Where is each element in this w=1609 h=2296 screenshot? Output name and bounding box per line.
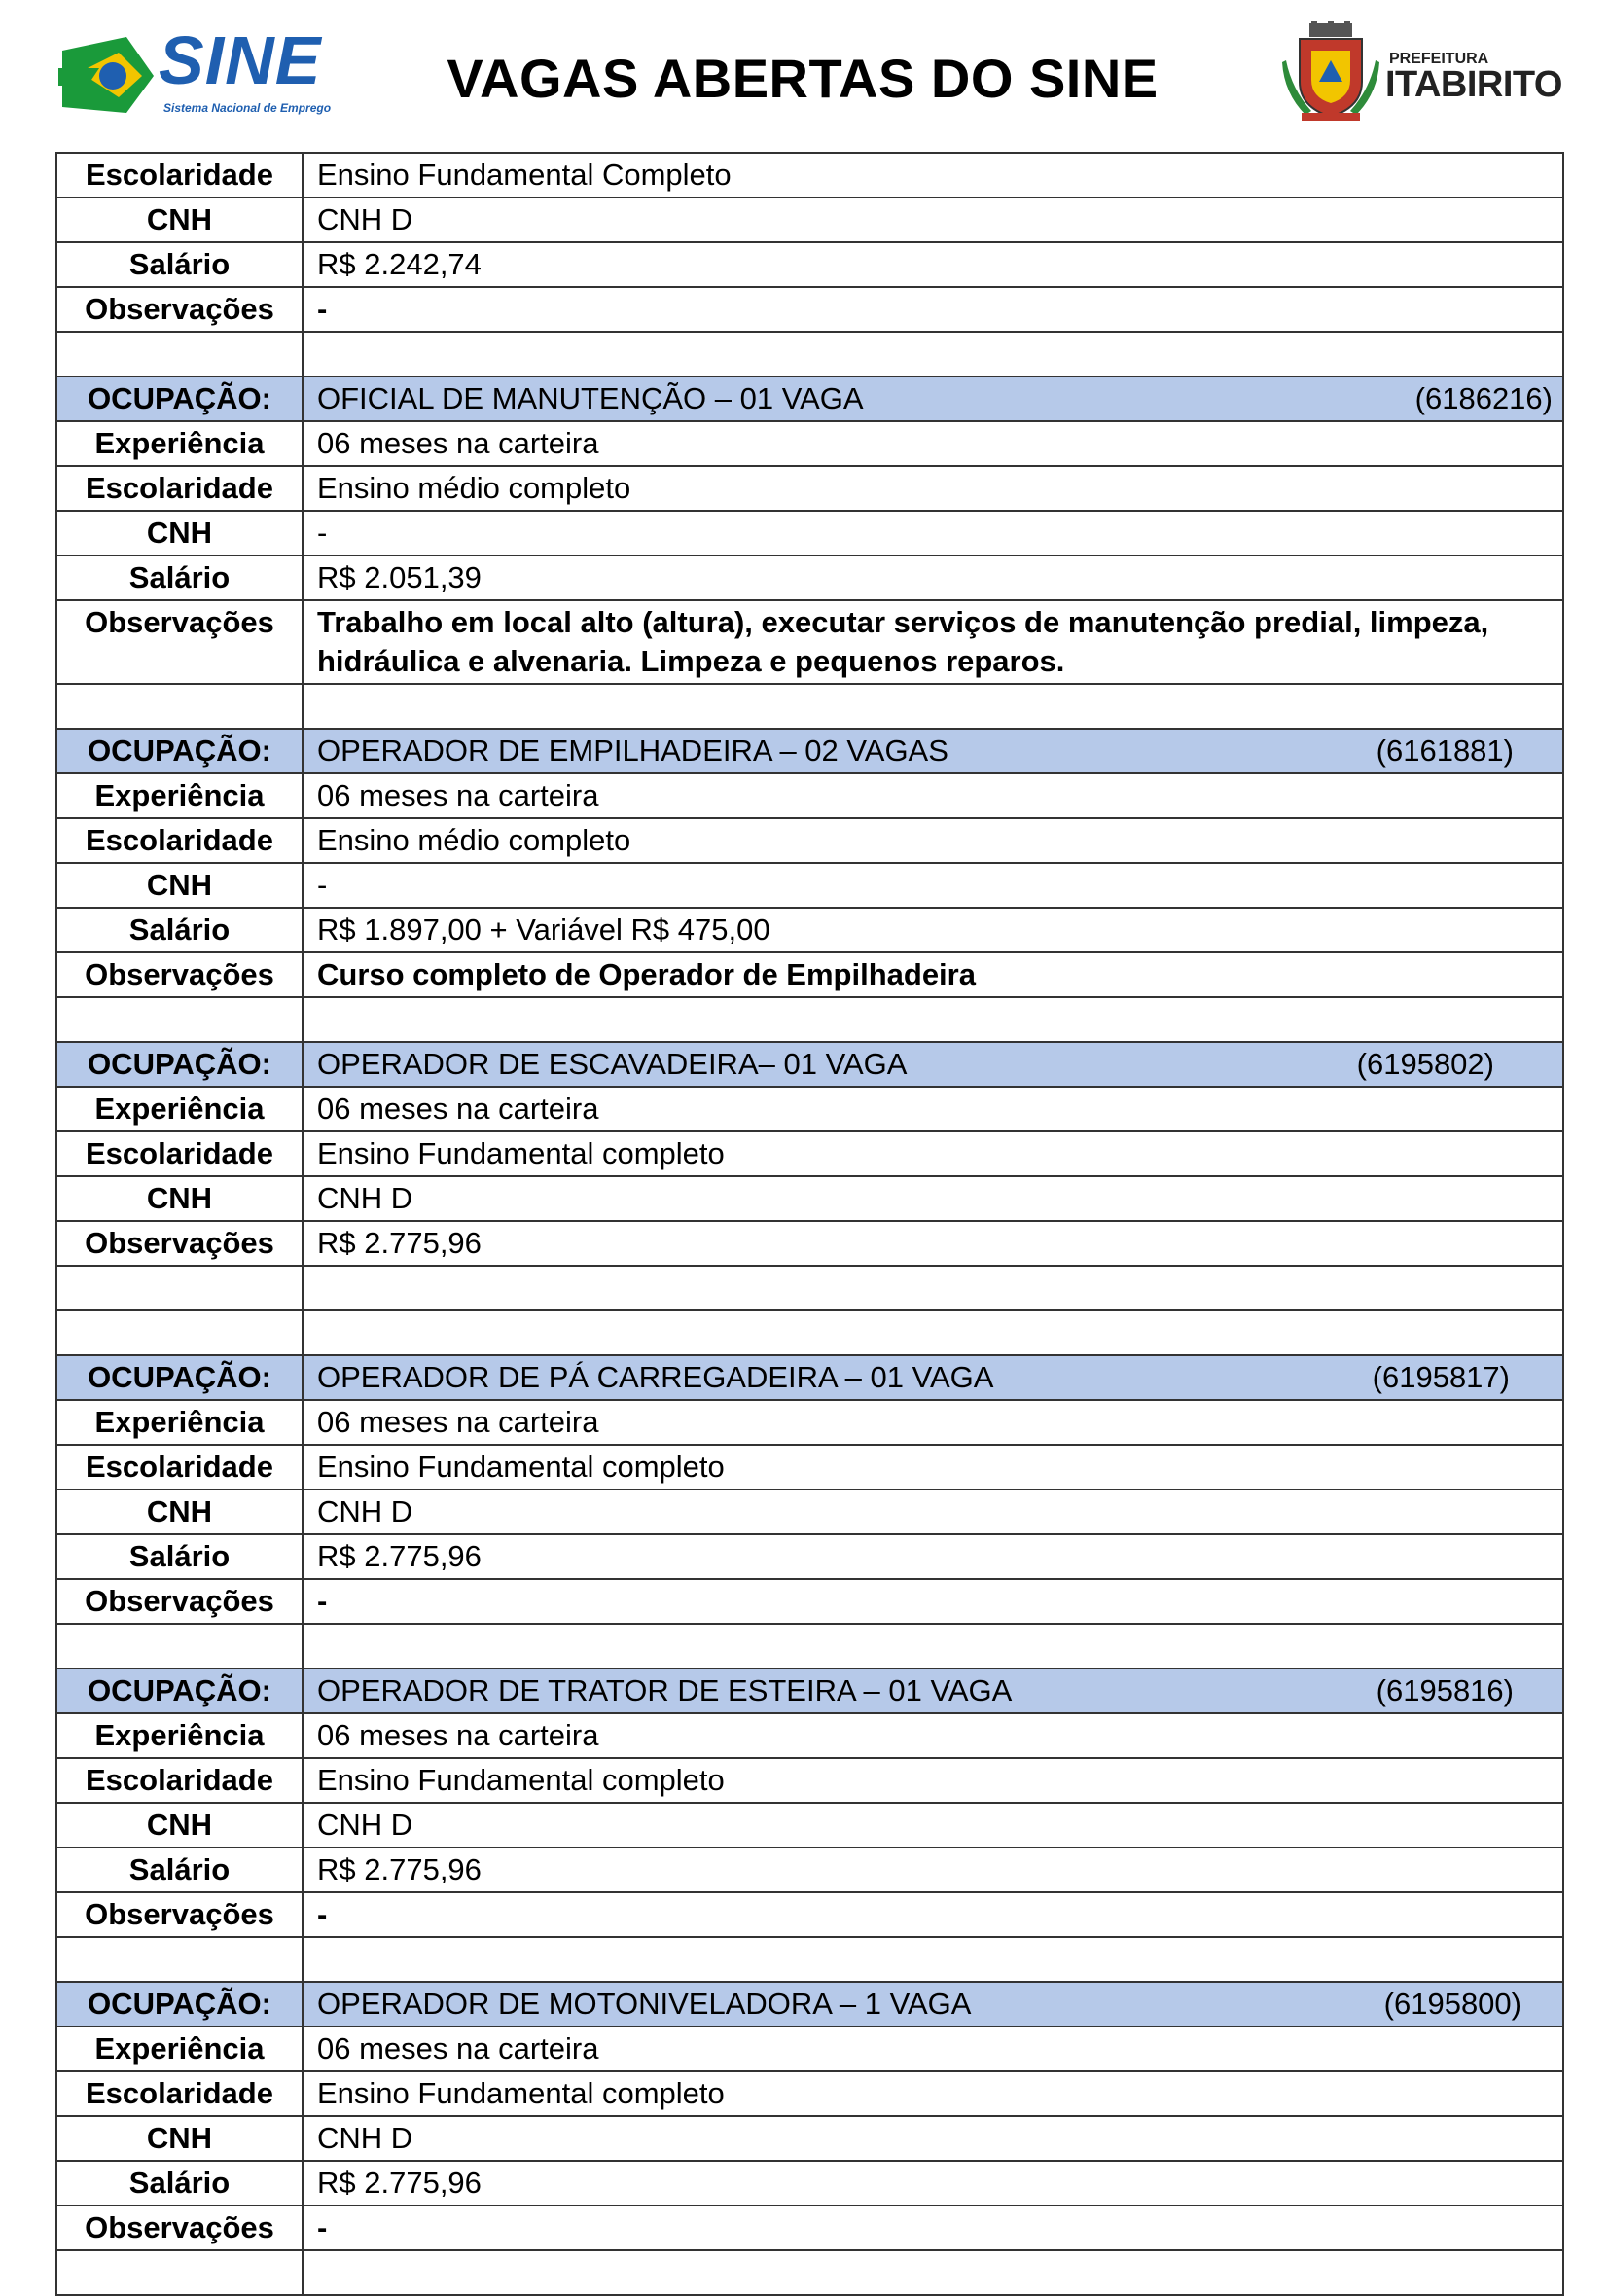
table-row [56,2206,1563,2250]
schooling-value: Ensino médio completo [303,818,1563,863]
schooling-label: Escolaridade [56,818,303,863]
table-row [56,952,1563,997]
occupation-title: OPERADOR DE ESCAVADEIRA– 01 VAGA [317,1047,908,1081]
notes-label: Observações [56,1579,303,1624]
notes-value: R$ 2.775,96 [303,1221,1563,1266]
page-title: VAGAS ABERTAS DO SINE [447,48,1159,109]
table-row [56,1848,1563,1892]
table-row [56,242,1563,287]
table-row [56,511,1563,556]
notes-label: Observações [56,1892,303,1937]
occupation-title: OPERADOR DE MOTONIVELADORA – 1 VAGA [317,1987,972,2021]
occupation-row [56,1668,1563,1713]
license-label: CNH [56,1176,303,1221]
table-row [56,197,1563,242]
schooling-label: Escolaridade [56,466,303,511]
notes-value: - [303,1892,1563,1937]
prefeitura-label: PREFEITURA [1389,51,1489,67]
spacer-row [56,1266,1563,1310]
sine-logo [58,22,340,122]
occupation-label: OCUPAÇÃO: [56,729,303,773]
table-row [56,1176,1563,1221]
experience-label: Experiência [56,421,303,466]
table-row [56,773,1563,818]
experience-value: 06 meses na carteira [303,2027,1563,2071]
table-row [56,863,1563,908]
table-row [56,1892,1563,1937]
occupation-row [56,1042,1563,1087]
occupation-code: (6186216) [1414,381,1553,415]
license-value: - [303,863,1563,908]
notes-label: Observações [56,600,303,684]
occupation-row [56,1982,1563,2027]
occupation-label: OCUPAÇÃO: [56,1668,303,1713]
experience-label: Experiência [56,1713,303,1758]
table-row [56,421,1563,466]
spacer-row [56,684,1563,729]
occupation-label: OCUPAÇÃO: [56,377,303,421]
notes-label: Observações [56,2206,303,2250]
page-header [0,0,1609,146]
table-row [56,1579,1563,1624]
experience-value: 06 meses na carteira [303,1087,1563,1131]
notes-value: - [303,287,1563,332]
salary-label: Salário [56,242,303,287]
city-coat-of-arms-icon [1282,21,1379,124]
occupation-code: (6195802) [1356,1047,1494,1081]
occupation-title: OFICIAL DE MANUTENÇÃO – 01 VAGA [317,381,864,415]
occupation-row [56,729,1563,773]
spacer-row [56,1937,1563,1982]
table-row [56,153,1563,197]
occupation-label: OCUPAÇÃO: [56,1042,303,1087]
notes-value: - [303,2206,1563,2250]
table-row [56,1534,1563,1579]
experience-label: Experiência [56,1400,303,1445]
table-row [56,2027,1563,2071]
salary-value: R$ 1.897,00 + Variável R$ 475,00 [303,908,1563,952]
license-label: CNH [56,863,303,908]
license-value: CNH D [303,197,1563,242]
schooling-label: Escolaridade [56,1758,303,1803]
license-label: CNH [56,511,303,556]
occupation-code: (6161881) [1376,734,1514,768]
occupation-code: (6195800) [1383,1987,1521,2021]
notes-value: - [303,1579,1563,1624]
table-row [56,1131,1563,1176]
table-row [56,2071,1563,2116]
table-row [56,1087,1563,1131]
experience-value: 06 meses na carteira [303,1400,1563,1445]
notes-value: Curso completo de Operador de Empilhadeira [303,952,1563,997]
table-row [56,818,1563,863]
spacer-row [56,997,1563,1042]
table-row [56,1803,1563,1848]
table-row [56,2116,1563,2161]
license-label: CNH [56,1489,303,1534]
experience-label: Experiência [56,773,303,818]
table-row [56,556,1563,600]
table-row [56,1445,1563,1489]
salary-label: Salário [56,908,303,952]
notes-label: Observações [56,952,303,997]
experience-label: Experiência [56,1087,303,1131]
spacer-row [56,1310,1563,1355]
schooling-label: Escolaridade [56,1131,303,1176]
prefeitura-city: ITABIRITO [1385,64,1562,105]
table-row [56,1400,1563,1445]
occupation-label: OCUPAÇÃO: [56,1982,303,2027]
salary-value: R$ 2.242,74 [303,242,1563,287]
license-label: CNH [56,1803,303,1848]
table-row [56,287,1563,332]
occupation-title: OPERADOR DE PÁ CARREGADEIRA – 01 VAGA [317,1360,994,1394]
job-openings-table [55,152,1564,2296]
table-row [56,1489,1563,1534]
license-value: CNH D [303,1176,1563,1221]
occupation-label: OCUPAÇÃO: [56,1355,303,1400]
salary-label: Salário [56,1534,303,1579]
notes-label: Observações [56,1221,303,1266]
spacer-row [56,2250,1563,2295]
occupation-row [56,377,1563,421]
schooling-label: Escolaridade [56,1445,303,1489]
occupation-title: OPERADOR DE EMPILHADEIRA – 02 VAGAS [317,734,948,768]
license-label: CNH [56,197,303,242]
salary-label: Salário [56,2161,303,2206]
license-value: CNH D [303,2116,1563,2161]
table-row [56,600,1563,684]
license-value: CNH D [303,1489,1563,1534]
schooling-value: Ensino Fundamental completo [303,1445,1563,1489]
table-row [56,1758,1563,1803]
salary-value: R$ 2.775,96 [303,1534,1563,1579]
table-row [56,1713,1563,1758]
prefeitura-logo [1282,21,1562,124]
salary-label: Salário [56,556,303,600]
salary-label: Salário [56,1848,303,1892]
occupation-row [56,1355,1563,1400]
table-row [56,466,1563,511]
schooling-label: Escolaridade [56,2071,303,2116]
notes-value: Trabalho em local alto (altura), executar serviços de manutenção predial, limpeza, hidráulica e alvenaria. Limpeza e pequenos reparos. [303,600,1563,684]
sine-flag-icon [58,29,165,122]
schooling-label: Escolaridade [56,153,303,197]
sine-logo-subtitle: Sistema Nacional de Emprego [163,101,332,115]
schooling-value: Ensino Fundamental Completo [303,153,1563,197]
occupation-title: OPERADOR DE TRATOR DE ESTEIRA – 01 VAGA [317,1673,1013,1707]
schooling-value: Ensino Fundamental completo [303,1758,1563,1803]
table-row [56,908,1563,952]
license-value: - [303,511,1563,556]
table-row [56,2161,1563,2206]
salary-value: R$ 2.775,96 [303,1848,1563,1892]
license-value: CNH D [303,1803,1563,1848]
schooling-value: Ensino médio completo [303,466,1563,511]
experience-value: 06 meses na carteira [303,773,1563,818]
license-label: CNH [56,2116,303,2161]
spacer-row [56,1624,1563,1668]
experience-label: Experiência [56,2027,303,2071]
schooling-value: Ensino Fundamental completo [303,2071,1563,2116]
schooling-value: Ensino Fundamental completo [303,1131,1563,1176]
experience-value: 06 meses na carteira [303,421,1563,466]
occupation-code: (6195816) [1376,1673,1514,1707]
experience-value: 06 meses na carteira [303,1713,1563,1758]
salary-value: R$ 2.051,39 [303,556,1563,600]
salary-value: R$ 2.775,96 [303,2161,1563,2206]
table-row [56,1221,1563,1266]
sine-logo-text: SINE [159,22,322,98]
occupation-code: (6195817) [1372,1360,1510,1394]
spacer-row [56,332,1563,377]
notes-label: Observações [56,287,303,332]
